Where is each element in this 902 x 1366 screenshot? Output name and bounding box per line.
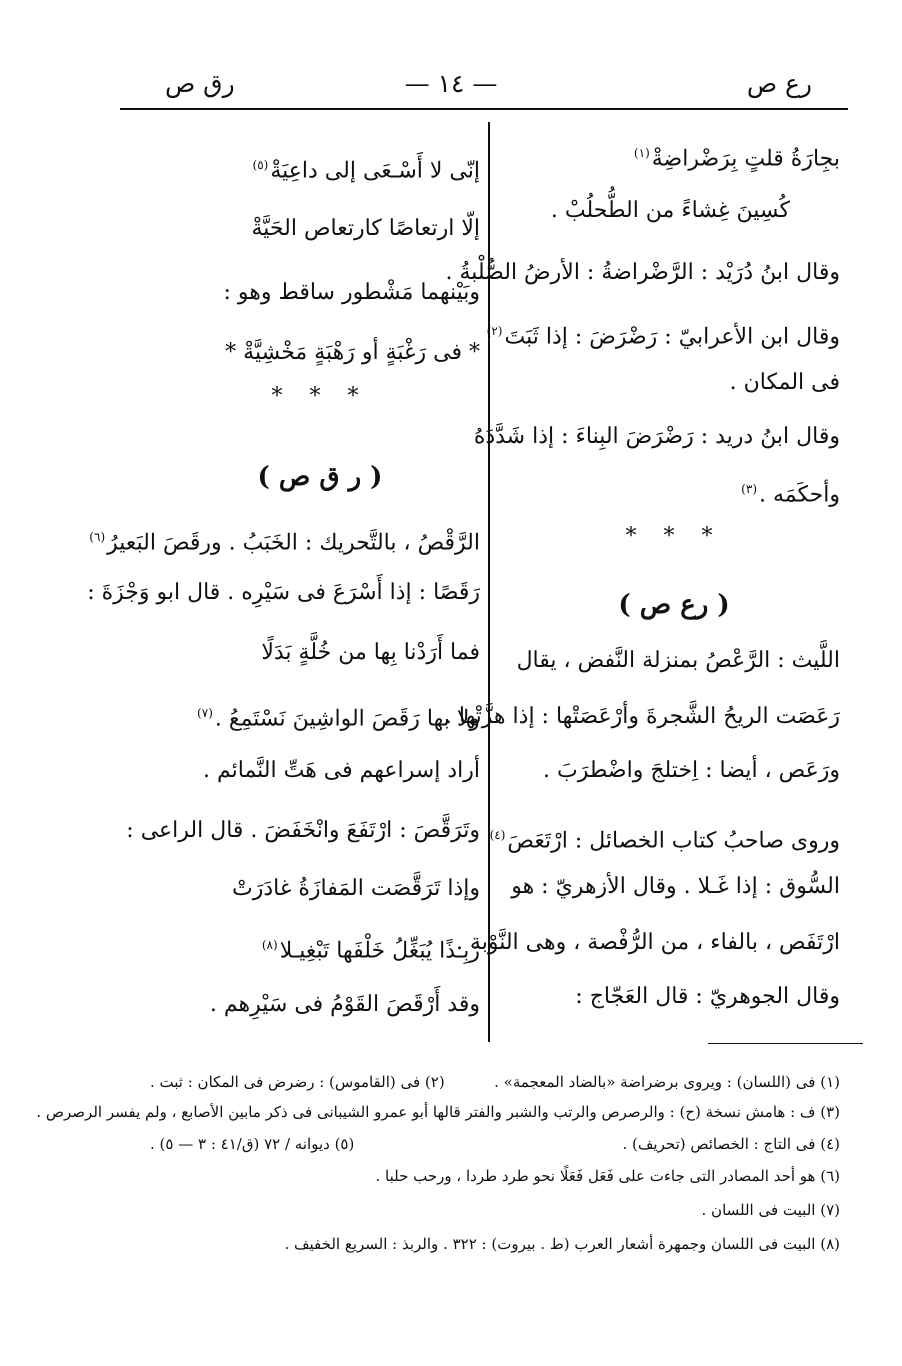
text-line: وقال الجوهريّ : قال العَجّاج : [575, 984, 840, 1009]
footnote-marker: (٤) [489, 828, 506, 842]
footnote-7: (٧) البيت فى اللسان . [701, 1201, 840, 1219]
text-line: فى المكان . [729, 370, 840, 395]
text-line: ورَعَص ، أيضا : اِختلجَ واضْطرَبَ . [543, 758, 840, 783]
text-line: الرَّقْصُ ، بالتَّحريك : الخَبَبُ . ورقَصَ البَعيرُ$^{(٦)}$ [89, 530, 480, 556]
footnote-8: (٨) البيت فى اللسان وجمهرة أشعار العرب (ط . بيروت) : ٣٢٢ . والربذ : السريع الخفيف . [284, 1235, 840, 1253]
verse-line: بجِارَةُ قلتٍ بِرَضْراضِةْ$^{(١)}$ [633, 146, 840, 172]
text-line: وبَيْنهما مَشْطور ساقط وهو : [223, 280, 480, 305]
verse-line: ولا بها رَقَصَ الواشِينَ نَسْتَمِعُ .$^{(٧)}$ [197, 706, 480, 732]
footnote-rule [708, 1043, 863, 1044]
entry-heading: ( ر ق ص ) [257, 462, 383, 492]
section-separator: * * * [271, 384, 369, 409]
footnote-marker: (١) [633, 146, 650, 160]
verse-line: رَبِـذًا يُبَغِّلُ خَلْفَها تَبْغِيـلا$^{(٨)}$ [261, 938, 480, 964]
text-line: رَعَصَت الريحُ الشَّجرةَ وأرْعَصَتْها : إذا هزَّتْها . [444, 704, 840, 729]
footnote-marker: (٣) [741, 482, 757, 496]
verse-line: وإذا تَرَقَّصَت المَفازَةُ غادَرَتْ [232, 876, 480, 901]
footnote-3: (٣) ف : هامش نسخة (ح) : والرصرص والرتب والشبر والفتر قالها أبو عمرو الشيبانى فى ذكر مابين الأصابع ، ولم يفسر الرصرص . [36, 1103, 840, 1121]
verse-line: إنّى لا أَسْـعَى إلى داعِيَةْ$^{(٥)}$ [252, 158, 480, 184]
entry-heading: ( رع ص ) [618, 590, 730, 620]
text-line: وروى صاحبُ كتاب الخصائل : ارْتَعَصَ$^{(٤)}$ [489, 828, 840, 854]
verse-line: إلّا ارتعاصًا كارتعاص الحَيَّةْ [251, 216, 480, 241]
text-line: وقال ابنُ دريد : رَضْرَضَ البِناءَ : إذا شَدَّدَهُ [473, 424, 840, 449]
footnote-5: (٥) ديوانه / ٧٢ (ق/٤١ : ٣ — ٥) . [150, 1135, 355, 1153]
text-line: وأحكَمَه .$^{(٣)}$ [741, 482, 840, 508]
text-line: وقال ابنُ دُرَيْد : الرَّضْراضةُ : الأرضُ الصُّلْبةُ . [445, 260, 840, 285]
footnote-marker: (٥) [252, 158, 269, 172]
text-line: رَقَصًا : إذا أَسْرَعَ فى سَيْرِه . قال ابو وَجْزَةَ : [87, 580, 480, 605]
text-line: وقال ابن الأعرابيّ : رَضْرَضَ : إذا ثَبَتَ$^{(٢)}$ [486, 324, 840, 350]
text-line: اللَّيث : الرَّعْصُ بمنزلة النَّفض ، يقال [516, 648, 840, 673]
footnote-marker: (٢) [486, 324, 503, 338]
page-number: — ١٤ — [404, 69, 498, 98]
footnote-4: (٤) فى التاج : الخصائص (تحريف) . [622, 1135, 840, 1153]
text-line: وقد أَرْقَصَ القَوْمُ فى سَيْرِهم . [209, 992, 480, 1017]
footnote-marker: (٨) [261, 938, 278, 952]
footnote-marker: (٦) [89, 530, 106, 544]
text-line: أراد إسراعهم فى هَتِّ النَّمائم . [202, 758, 480, 783]
header-left-root: رق ص [165, 69, 235, 98]
verse-line: * فى رَغْبَةٍ أو رَهْبَةٍ مَخْشِيَّةْ * [225, 340, 480, 365]
header-rule [120, 108, 848, 110]
verse-line: كُسِينَ غِشاءً من الطُّحلُبْ . [550, 198, 790, 223]
verse-line: فما أَرَدْنا بِها من خُلَّةٍ بَدَلًا [261, 640, 480, 665]
section-separator: * * * [625, 524, 723, 549]
text-line: ارْتَفَص ، بالفاء ، من الرُّفْصة ، وهى النَّوْبة . [455, 930, 840, 955]
footnote-1: (١) فى (اللسان) : ويروى برضراضة «بالضاد المعجمة» . [494, 1073, 840, 1091]
footnote-6: (٦) هو أحد المصادر التى جاءت على فَعَل فَعَلًا نحو طرد طردا ، ورحب حلبا . [375, 1167, 840, 1185]
footnote-marker: (٧) [197, 706, 213, 720]
text-line: السُّوق : إذا غَـلا . وقال الأزهريّ : هو [511, 874, 840, 899]
text-line: وتَرَقَّصَ : ارْتَفَعَ وانْخَفَضَ . قال الراعى : [126, 818, 480, 843]
footnote-2: (٢) فى (القاموس) : رضرض فى المكان : ثبت . [150, 1073, 445, 1091]
header-right-root: رع ص [746, 69, 812, 98]
